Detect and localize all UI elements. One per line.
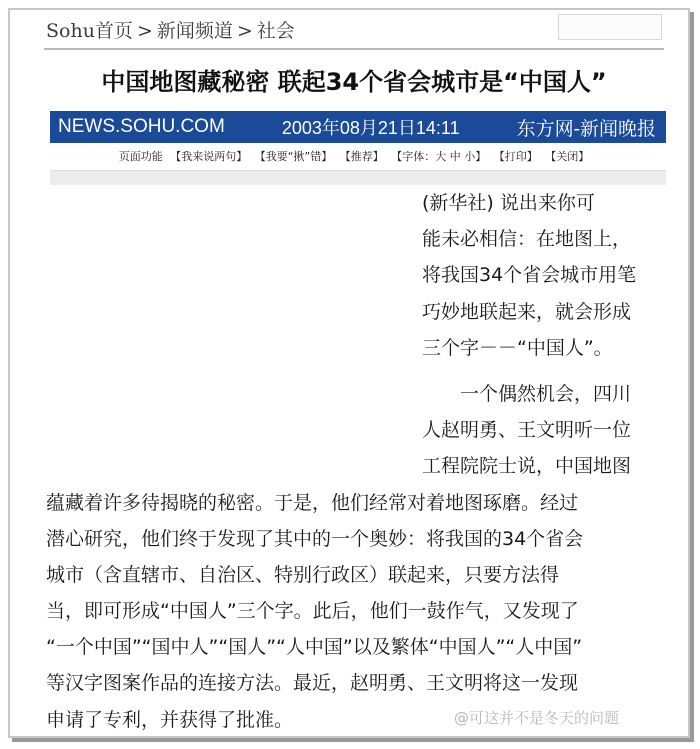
article-line: 潜心研究，他们终于发现了其中的一个奥妙：将我国的34个省会: [46, 527, 584, 550]
page-tools-label: 页面功能: [118, 150, 163, 163]
article-line: “一个中国”“国中人”“国人”“人中国”以及繁体“中国人”“人中国”: [46, 636, 583, 659]
article-line: 能未必相信：在地图上，: [422, 228, 632, 251]
article-headline: 中国地图藏秘密 联起34个省会城市是“中国人”: [101, 68, 607, 96]
close-link[interactable]: 【关闭】: [545, 150, 590, 163]
article-line: 巧妙地联起来，就会形成: [422, 300, 632, 323]
article-source: 东方网-新闻晚报: [516, 118, 656, 140]
article-info-bar: [50, 111, 666, 143]
comment-link[interactable]: 【我来说两句】: [170, 150, 248, 163]
weibo-watermark: @可这并不是冬天的问题: [454, 709, 620, 727]
article-line: 工程院院士说，中国地图: [422, 455, 632, 478]
search-box[interactable]: [558, 14, 662, 40]
article-line: 将我国34个省会城市用笔: [422, 264, 637, 287]
breadcrumb-home-link[interactable]: Sohu首页: [46, 20, 133, 42]
header-divider: [44, 48, 664, 50]
breadcrumb-section-link[interactable]: 社会: [256, 20, 295, 42]
font-size-links[interactable]: 【字体：大 中 小】: [391, 150, 487, 163]
breadcrumb: [46, 16, 295, 43]
article-body: [46, 185, 666, 738]
recommend-link[interactable]: 【推荐】: [339, 150, 384, 163]
paragraph-gap: [46, 366, 666, 376]
toolbar-divider: [50, 170, 666, 185]
publish-datetime: 2003年08月21日14:11: [281, 118, 460, 138]
article-line: 等汉字图案作品的连接方法。最近，赵明勇、王文明将这一发现: [46, 672, 579, 695]
breadcrumb-separator: >: [236, 20, 253, 42]
page-tools: [44, 148, 664, 164]
article-line: 当，即可形成“中国人”三个字。此后，他们一鼓作气，又发现了: [46, 600, 579, 623]
article-line: 城市（含直辖市、自治区、特别行政区）联起来，只要方法得: [46, 563, 560, 586]
site-name[interactable]: NEWS.SOHU.COM: [58, 116, 225, 137]
print-link[interactable]: 【打印】: [493, 150, 538, 163]
report-error-link[interactable]: 【我要“揪”错】: [254, 150, 333, 163]
article-line: 三个字－－“中国人”。: [422, 336, 613, 359]
article-line: 蕴藏着许多待揭晓的秘密。于是，他们经常对着地图琢磨。经过: [46, 491, 579, 514]
breadcrumb-channel-link[interactable]: 新闻频道: [156, 20, 233, 42]
article-line: 人赵明勇、王文明听一位: [422, 419, 632, 442]
breadcrumb-separator: >: [136, 20, 153, 42]
article-line-text: 一个偶然机会，四川: [460, 382, 632, 405]
article-line: [46, 376, 666, 412]
article-line: 申请了专利，并获得了批准。: [46, 708, 294, 731]
article-line: (新华社) 说出来你可: [422, 192, 595, 214]
